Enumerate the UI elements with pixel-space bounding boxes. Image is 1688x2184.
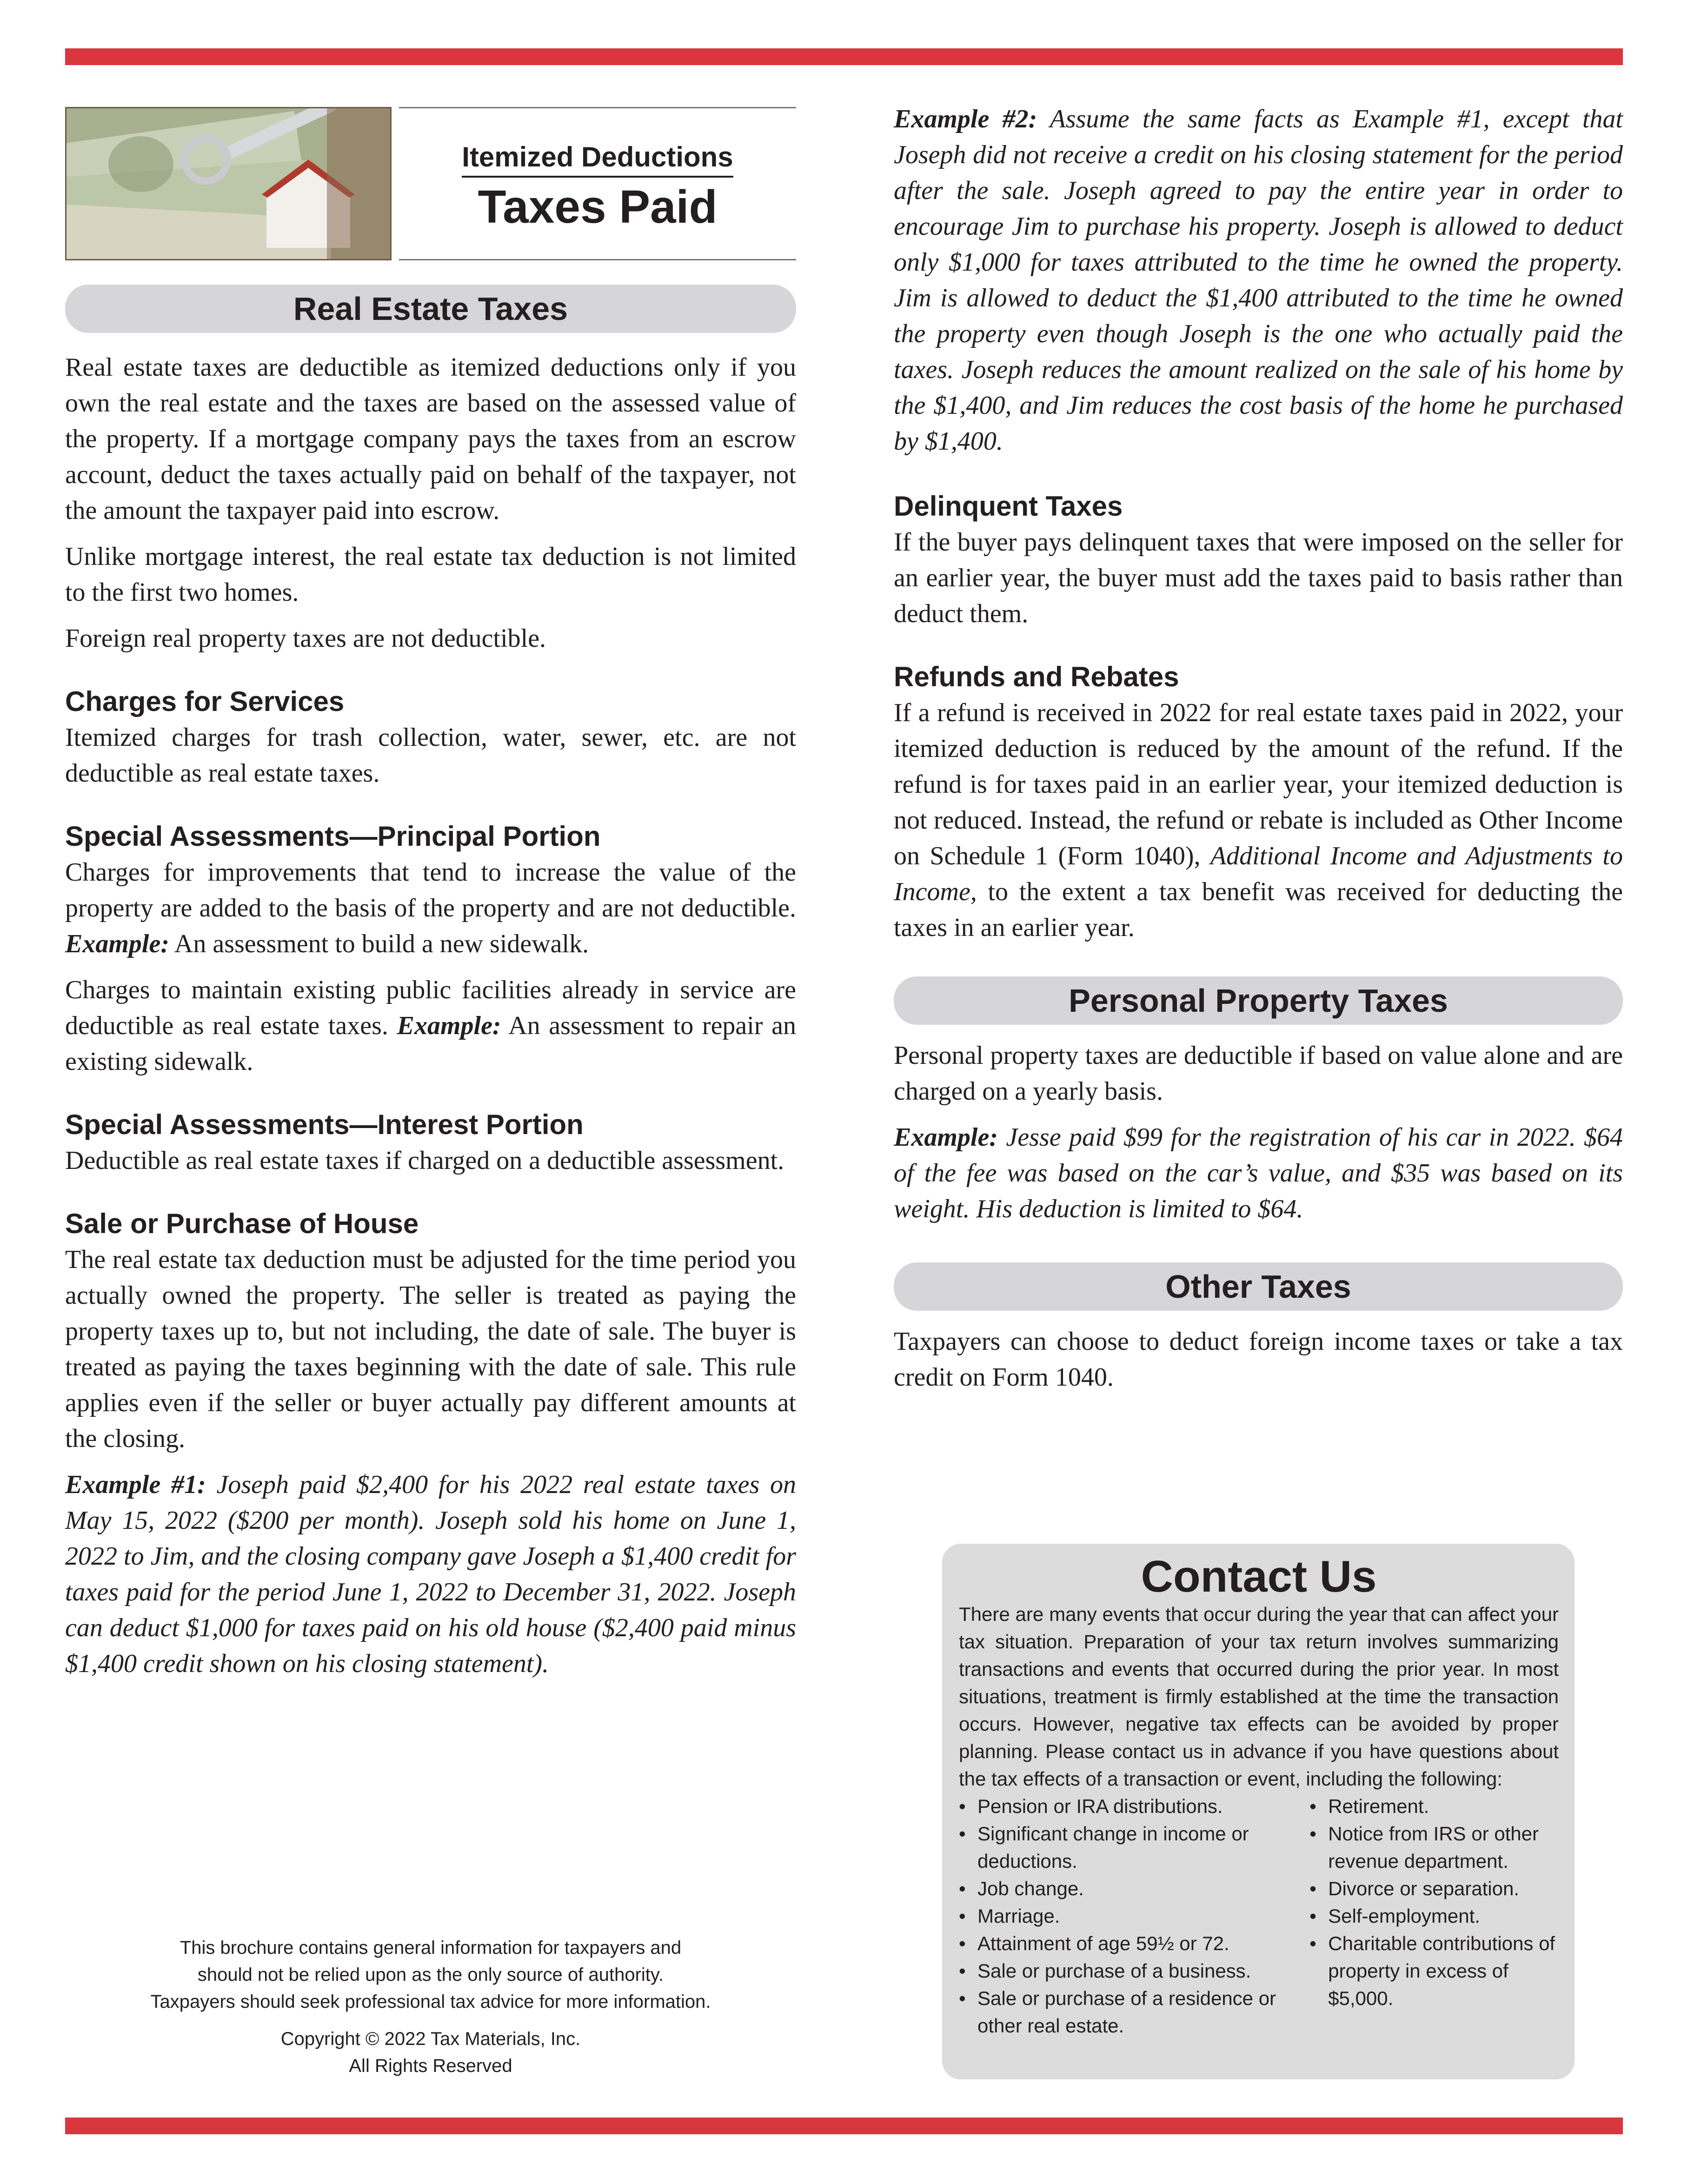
list-item: • Attainment of age 59½ or 72. xyxy=(959,1930,1309,1957)
contact-body: There are many events that occur during the year that can affect your tax situation. Preparation of your tax return involves summarizing transactions and events that occurred during the prior year. In most situations, treatment is firmly established at the time the transaction occurs. However, negative tax effects can be avoided by proper planning. Please contact us in advance if you have questions about the tax effects of a transaction or event, including the following: xyxy=(959,1603,1559,1790)
personal-example-text: Jesse paid $99 for the registration of his car in 2022. $64 of the fee was based on the car’s value, and $35 was based on its weight. His deduction is limited to $64. xyxy=(894,1123,1623,1223)
personal-example xyxy=(894,1120,1623,1227)
bottom-accent-bar xyxy=(65,2118,1623,2134)
refunds-text-a: If a refund is received in 2022 for real estate taxes paid in 2022, your itemized deduction is reduced by the amount of the refund. If the refund is for taxes paid in an earlier year, your itemized deduction is not reduced. Instead, the refund or rebate is included as Other Income on Schedule 1 (Form 1040), xyxy=(894,698,1623,870)
real-estate-taxes-heading: Real Estate Taxes xyxy=(65,285,796,333)
principal-portion-heading: Special Assessments—Principal Portion xyxy=(65,821,601,852)
example-2-paragraph xyxy=(894,101,1623,459)
delinquent-paragraph: If the buyer pays delinquent taxes that were imposed on the seller for an earlier year, the buyer must add the taxes paid to basis rather than deduct them. xyxy=(894,528,1623,628)
list-item: • Divorce or separation. xyxy=(1309,1875,1559,1902)
example-label: Example: xyxy=(397,1011,501,1040)
title-kicker: Itemized Deductions xyxy=(462,141,733,178)
money-keys-house-icon xyxy=(66,108,392,260)
example-label: Example: xyxy=(894,1123,998,1152)
list-item: • Self-employment. xyxy=(1309,1902,1559,1930)
refunds-paragraph xyxy=(894,695,1623,946)
page-title: Taxes Paid xyxy=(478,181,718,233)
real-estate-paragraph-1: Real estate taxes are deductible as itemized deductions only if you own the real estate and the taxes are based on the assessed value of the property. If a mortgage company pays the taxes from an escrow account, deduct the taxes actually paid on behalf of the taxpayer, not the amount the taxpayer paid into escrow. xyxy=(65,353,796,525)
delinquent-taxes-heading: Delinquent Taxes xyxy=(894,491,1123,522)
list-item: • Sale or purchase of a business. xyxy=(959,1957,1309,1985)
example-2-label: Example #2: xyxy=(894,105,1037,133)
list-item: • Significant change in income or deductions. xyxy=(959,1820,1309,1875)
example-1-text: Joseph paid $2,400 for his 2022 real estate taxes on May 15, 2022 ($200 per month). Joseph sold his home on June 1, 2022 to Jim, and the closing company gave Joseph a $1,400 credit for taxes paid for the period June 1, 2022 to December 31, 2022. Joseph can deduct $1,000 for taxes paid on his old house ($2,400 paid minus $1,400 credit shown on his closing statement). xyxy=(65,1470,797,1678)
list-item: • Retirement. xyxy=(1309,1792,1559,1820)
refunds-form-title: Additional Income and Adjustments to Income, xyxy=(894,842,1623,906)
events-list-2 xyxy=(1309,1792,1559,2039)
disclaimer-line-2: should not be relied upon as the only source of authority. xyxy=(197,1965,664,1985)
personal-property-taxes-heading: Personal Property Taxes xyxy=(894,976,1623,1025)
example-1-paragraph xyxy=(65,1467,796,1682)
principal-paragraph-2 xyxy=(65,972,796,1080)
principal-text-2: Charges to maintain existing public facilities already in service are deductible as real estate taxes. xyxy=(65,976,796,1040)
principal-example-1: An assessment to build a new sidewalk. xyxy=(174,929,589,958)
events-list-1 xyxy=(959,1792,1309,2039)
real-estate-paragraph-2: Unlike mortgage interest, the real estate tax deduction is not limited to the first two homes. xyxy=(65,542,796,607)
example-2-text: Assume the same facts as Example #1, except that Joseph did not receive a credit on his closing statement for the period after the sale. Joseph agreed to pay the entire year in order to encourage Jim to purchase his property. Joseph is allowed to deduct only $1,000 for taxes attributed to the time he owned the property. Jim is allowed to deduct the $1,400 attributed to the time he owned the property even though Joseph is the one who actually paid the taxes. Joseph reduces the amount realized on the sale of his home by the $1,400, and Jim reduces the cost basis of the home he purchased by $1,400. xyxy=(894,105,1623,456)
list-item: • Marriage. xyxy=(959,1902,1309,1930)
principal-example-2: An assessment to repair an existing sidewalk. xyxy=(65,1011,796,1076)
charges-paragraph: Itemized charges for trash collection, water, sewer, etc. are not deductible as real estate taxes. xyxy=(65,723,796,788)
sale-paragraph: The real estate tax deduction must be adjusted for the time period you actually owned the property. The seller is treated as paying the property taxes up to, but not including, the date of sale. The buyer is treated as paying the taxes beginning with the date of sale. This rule applies even if the seller or buyer actually pay different amounts at the closing. xyxy=(65,1245,796,1453)
disclaimer-line-3: Taxpayers should seek professional tax advice for more information. xyxy=(150,1991,711,2012)
refunds-rebates-heading: Refunds and Rebates xyxy=(894,661,1179,692)
title-box xyxy=(399,107,796,260)
contact-title: Contact Us xyxy=(1141,1552,1377,1601)
contact-lists xyxy=(959,1792,1559,2039)
real-estate-paragraph-3: Foreign real property taxes are not deductible. xyxy=(65,624,546,653)
interest-portion-heading: Special Assessments—Interest Portion xyxy=(65,1109,584,1140)
other-taxes-heading: Other Taxes xyxy=(894,1262,1623,1311)
left-column xyxy=(65,285,796,1692)
list-item: • Notice from IRS or other revenue department. xyxy=(1309,1820,1559,1875)
interest-paragraph: Deductible as real estate taxes if charged on a deductible assessment. xyxy=(65,1146,784,1175)
top-accent-bar xyxy=(65,48,1623,65)
list-item: • Sale or purchase of a residence or other real estate. xyxy=(959,1985,1309,2039)
principal-text-1: Charges for improvements that tend to increase the value of the property are added to the basis of the property and are not deductible. xyxy=(65,858,796,923)
header-photo xyxy=(65,107,392,260)
copyright: Copyright © 2022 Tax Materials, Inc. xyxy=(280,2029,581,2049)
example-1-label: Example #1: xyxy=(65,1470,206,1499)
list-item: • Job change. xyxy=(959,1875,1309,1902)
rights-reserved: All Rights Reserved xyxy=(349,2056,512,2076)
example-label: Example: xyxy=(65,929,169,958)
refunds-text-b: to the extent a tax benefit was received for deducting the taxes in an earlier year. xyxy=(894,877,1623,942)
right-column xyxy=(894,101,1623,1406)
disclaimer xyxy=(65,1934,796,2079)
list-item: • Pension or IRA distributions. xyxy=(959,1792,1309,1820)
charges-for-services-heading: Charges for Services xyxy=(65,686,345,717)
disclaimer-line-1: This brochure contains general information for taxpayers and xyxy=(179,1938,682,1958)
list-item: • Charitable contributions of property in excess of $5,000. xyxy=(1309,1930,1559,2012)
principal-paragraph-1 xyxy=(65,855,796,962)
sale-purchase-heading: Sale or Purchase of House xyxy=(65,1208,419,1239)
personal-paragraph: Personal property taxes are deductible if based on value alone and are charged on a yearly basis. xyxy=(894,1041,1623,1106)
other-taxes-paragraph: Taxpayers can choose to deduct foreign income taxes or take a tax credit on Form 1040. xyxy=(894,1327,1623,1392)
contact-us-box xyxy=(942,1544,1575,2079)
